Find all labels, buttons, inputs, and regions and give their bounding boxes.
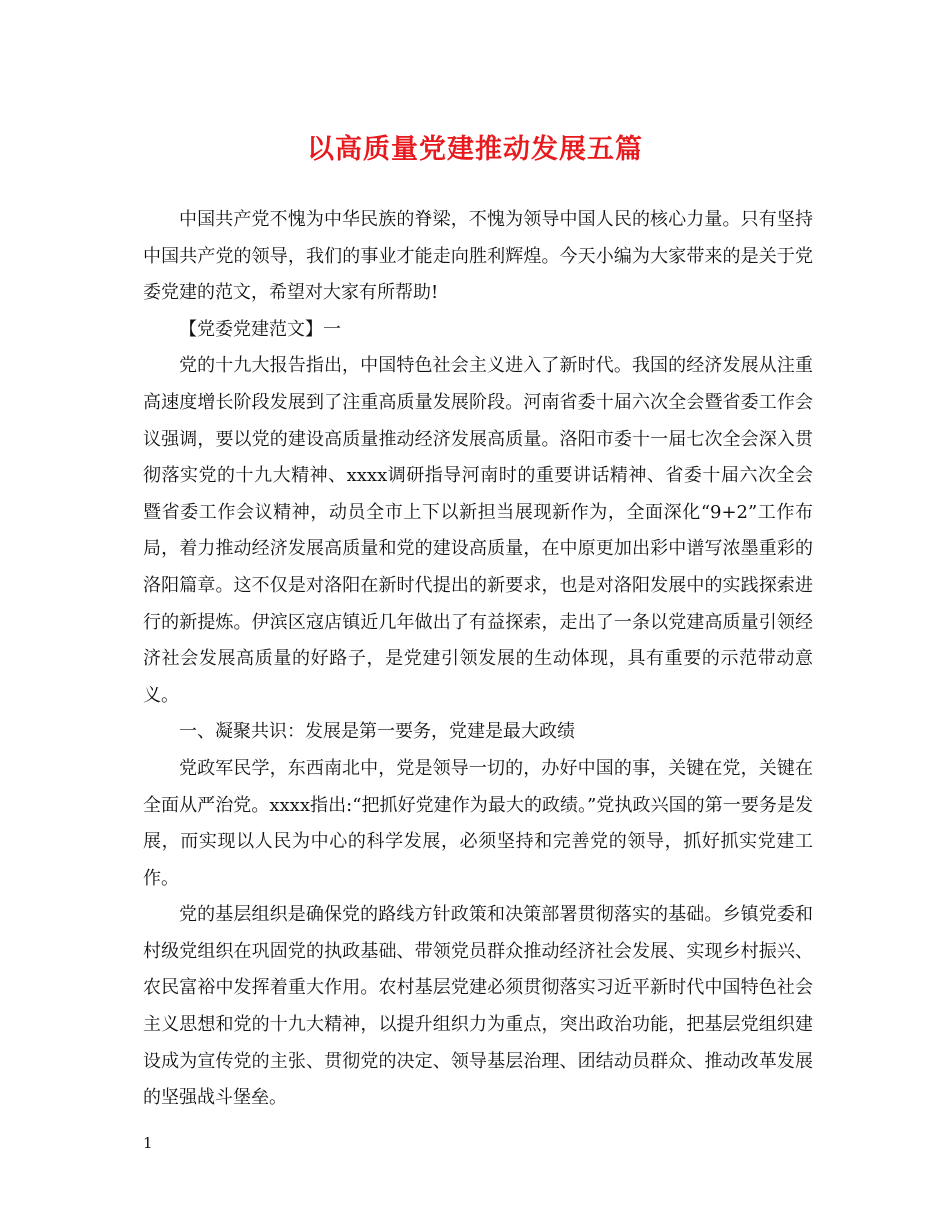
body-paragraph: 党政军民学，东西南北中，党是领导一切的，办好中国的事，关键在党，关键在全面从严治党。xxxx指出:“把抓好党建作为最大的政绩。”党执政兴国的第一要务是发展，而实现以人民为中心的科学发展，必须坚持和完善党的领导，抓好抓实党建工作。 [143, 757, 813, 889]
subheading-consensus: 一、凝聚共识：发展是第一要务，党建是最大政绩 [179, 721, 575, 743]
intro-paragraph: 中国共产党不愧为中华民族的脊梁，不愧为领导中国人民的核心力量。只有坚持中国共产党的领导，我们的事业才能走向胜利辉煌。今天小编为大家带来的是关于党委党建的范文，希望对大家有所帮助! [143, 209, 813, 304]
body-paragraph: 党的基层组织是确保党的路线方针政策和决策部署贯彻落实的基础。乡镇党委和村级党组织在巩固党的执政基础、带领党员群众推动经济社会发展、实现乡村振兴、农民富裕中发挥着重大作用。农村基层党建必须贯彻落实习近平新时代中国特色社会主义思想和党的十九大精神，以提升组织力为重点，突出政治功能，把基层党组织建设成为宣传党的主张、贯彻党的决定、领导基层治理、团结动员群众、推动改革发展的坚强战斗堡垒。 [143, 904, 813, 1109]
document-body [143, 202, 813, 1117]
body-paragraph: 党的十九大报告指出，中国特色社会主义进入了新时代。我国的经济发展从注重高速度增长阶段发展到了注重高质量发展阶段。河南省委十届六次全会暨省委工作会议强调，要以党的建设高质量推动经济发展高质量。洛阳市委十一届七次全会深入贯彻落实党的十九大精神、xxxx调研指导河南时的重要讲话精神、省委十届六次全会暨省委工作会议精神，动员全市上下以新担当展现新作为，全面深化“9+2”工作布局，着力推动经济发展高质量和党的建设高质量，在中原更加出彩中谱写浓墨重彩的洛阳篇章。这不仅是对洛阳在新时代提出的新要求，也是对洛阳发展中的实践探索进行的新提炼。伊滨区寇店镇近几年做出了有益探索，走出了一条以党建高质量引领经济社会发展高质量的好路子，是党建引领发展的生动体现，具有重要的示范带动意义。 [143, 355, 813, 706]
section-heading-sample-one: 【党委党建范文】一 [179, 318, 341, 340]
document-title: 以高质量党建推动发展五篇 [307, 134, 643, 165]
page-number: 1 [143, 1134, 153, 1152]
